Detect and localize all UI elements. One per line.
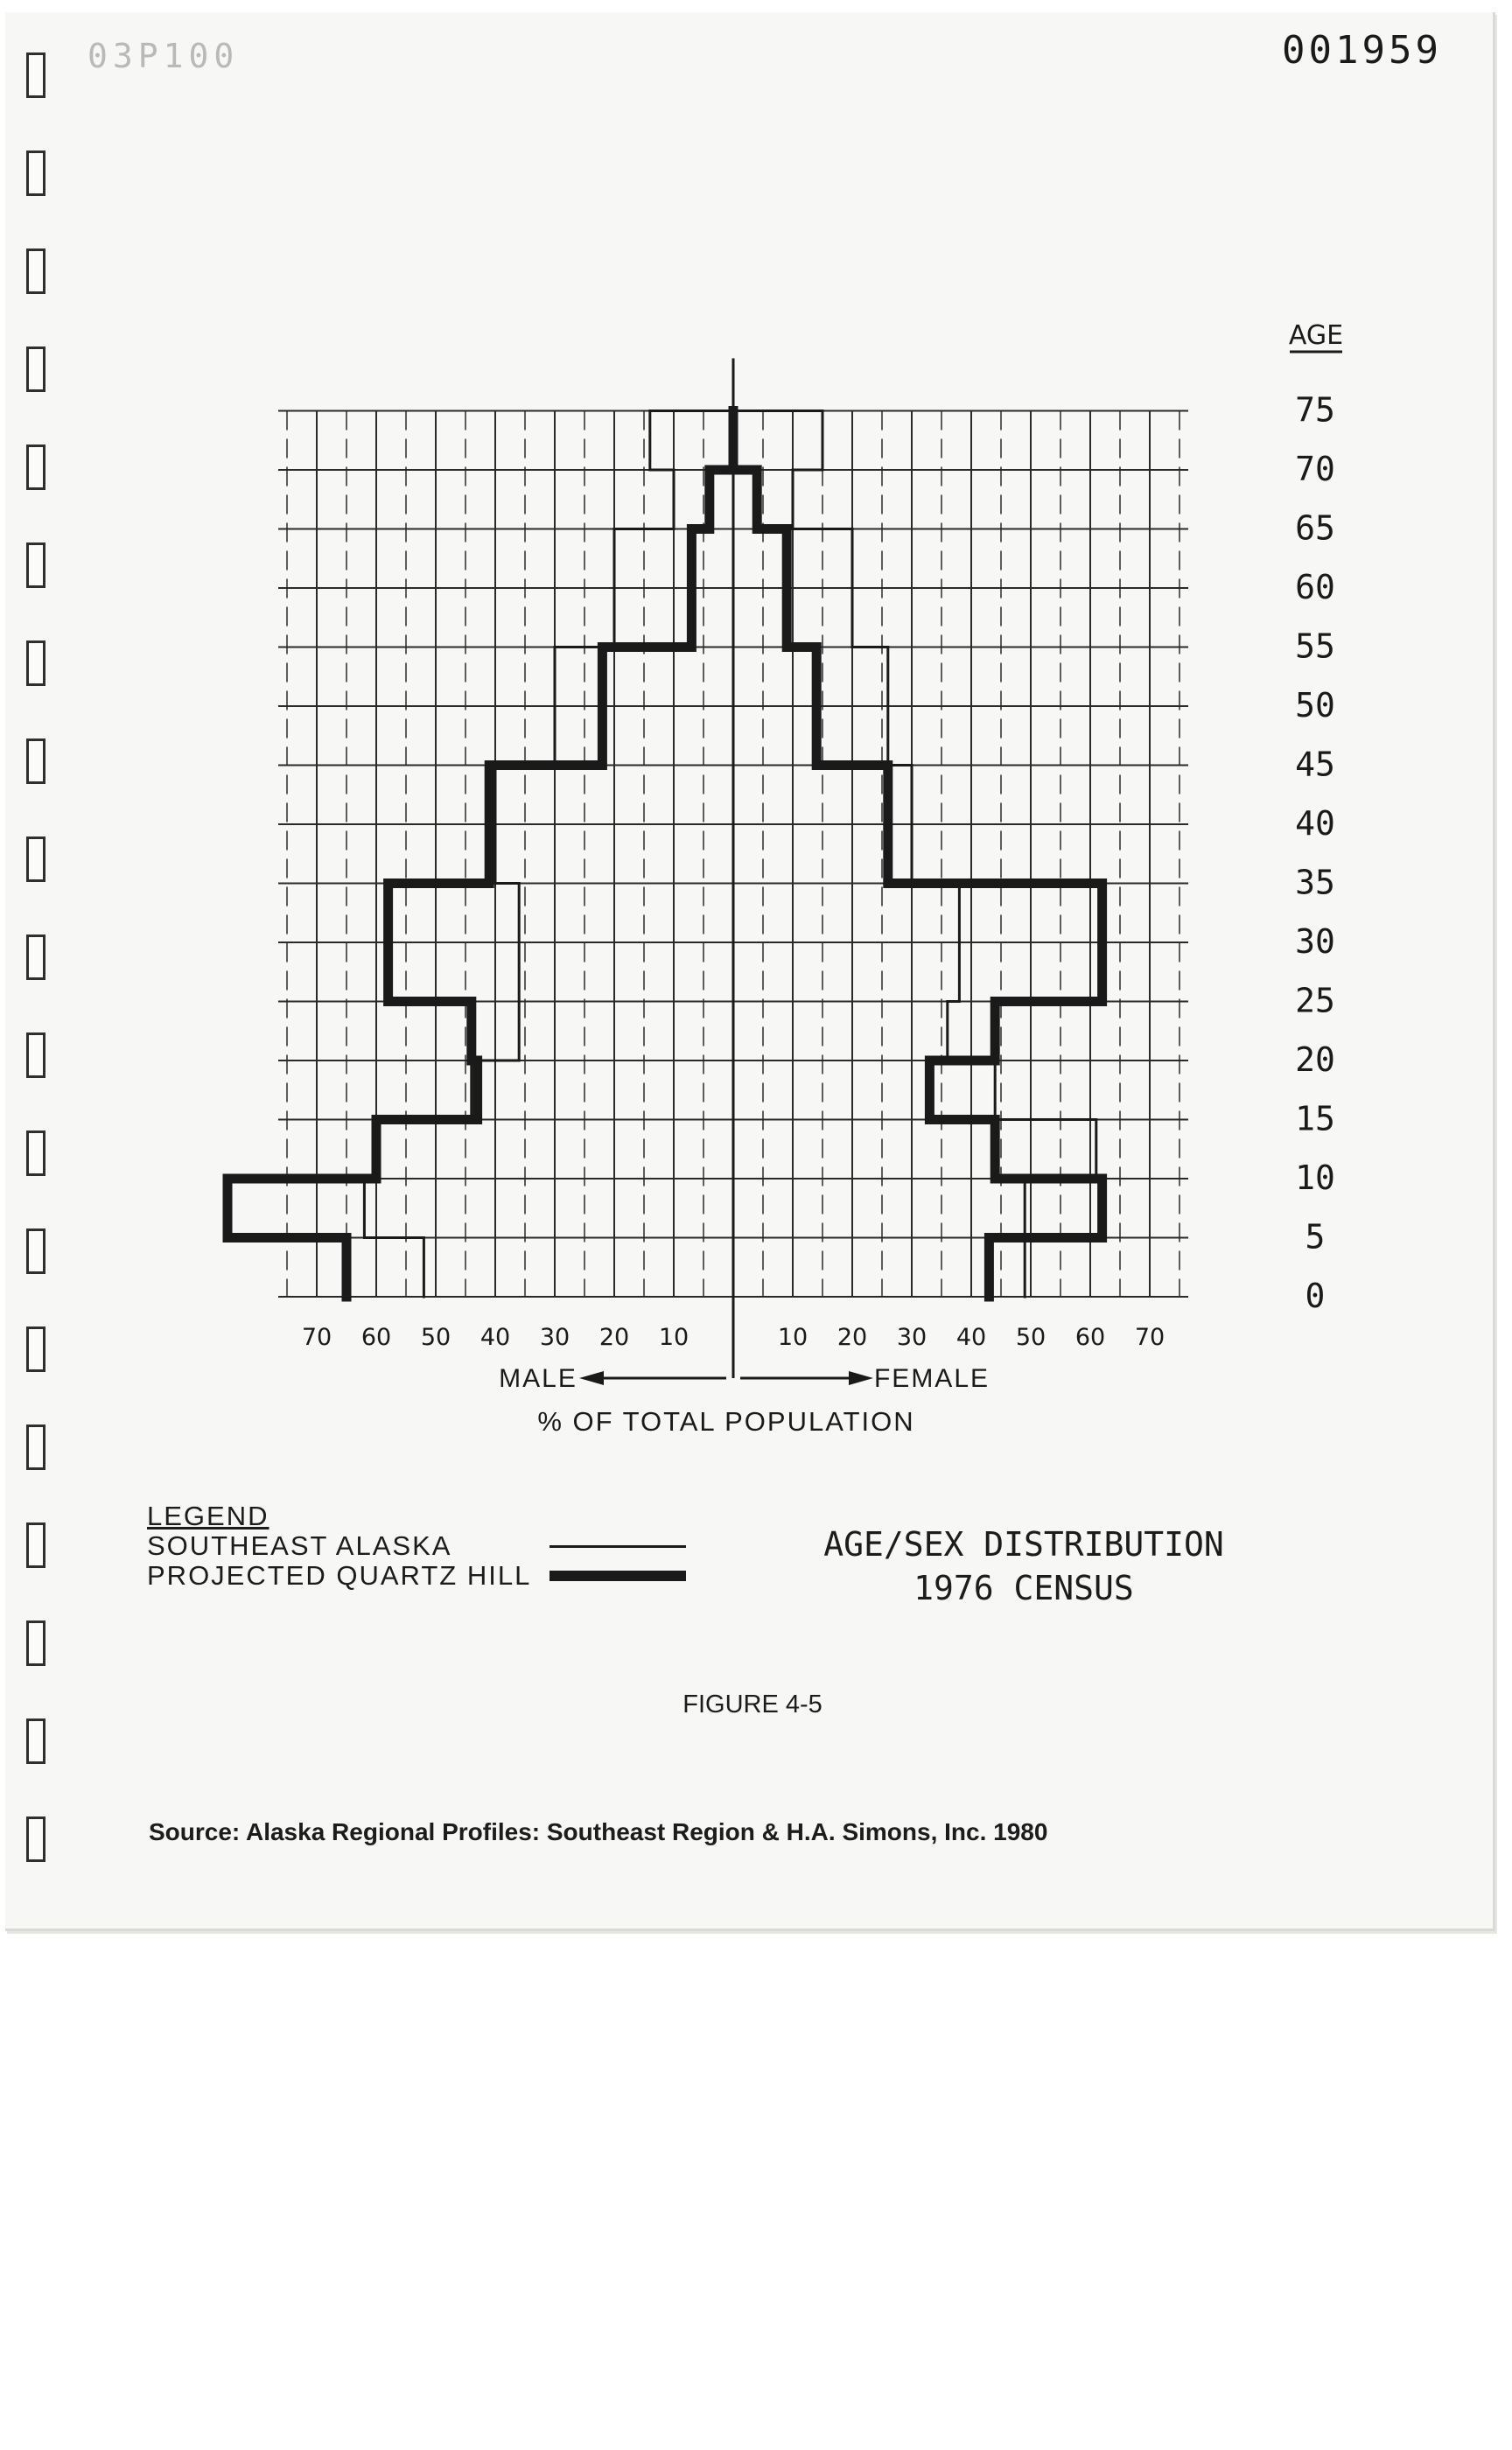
age-tick-label: 0 <box>1305 1277 1326 1315</box>
age-tick-label: 60 <box>1295 568 1335 606</box>
age-tick-label: 45 <box>1295 745 1335 784</box>
x-tick-label: 40 <box>956 1324 987 1351</box>
series-outline-male <box>364 411 733 1298</box>
age-tick-label: 10 <box>1295 1158 1335 1197</box>
figure-label: FIGURE 4-5 <box>682 1690 822 1718</box>
age-tick-label: 50 <box>1295 686 1335 724</box>
legend-item-southeast-alaska <box>147 1531 686 1561</box>
x-tick-label: 70 <box>301 1324 332 1351</box>
age-tick-label: 40 <box>1295 804 1335 843</box>
x-tick-label: 70 <box>1134 1324 1166 1351</box>
x-tick-label: 20 <box>836 1324 868 1351</box>
age-tick-label: 5 <box>1305 1217 1326 1256</box>
x-axis-title: % OF TOTAL POPULATION <box>537 1406 915 1437</box>
legend-label: PROJECTED QUARTZ HILL <box>147 1560 532 1591</box>
x-tick-label: 50 <box>1015 1324 1046 1351</box>
age-tick-label: 15 <box>1295 1099 1335 1138</box>
legend <box>147 1502 686 1591</box>
male-arrow-head <box>579 1371 604 1385</box>
series-outline-male <box>228 411 733 1298</box>
faded-stamp-number: 03P100 <box>88 37 240 75</box>
age-tick-label: 30 <box>1295 922 1335 961</box>
chart-title: AGE/SEX DISTRIBUTION <box>823 1525 1224 1564</box>
x-tick-label: 30 <box>539 1324 570 1351</box>
legend-title: LEGEND <box>147 1501 270 1531</box>
age-tick-label: 65 <box>1295 508 1335 548</box>
legend-swatch-thin-line <box>550 1545 686 1548</box>
age-tick-label: 20 <box>1295 1040 1335 1079</box>
chart-title-block <box>822 1522 1225 1610</box>
binder-hole <box>26 1620 46 1666</box>
age-tick-label: 55 <box>1295 626 1335 666</box>
x-tick-label: 10 <box>777 1324 808 1351</box>
male-label: MALE <box>499 1364 578 1393</box>
x-tick-label: 20 <box>598 1324 630 1351</box>
x-tick-label: 50 <box>420 1324 452 1351</box>
binder-hole <box>26 1816 46 1862</box>
age-tick-label: 75 <box>1295 390 1335 430</box>
binder-hole <box>26 1718 46 1764</box>
female-label: FEMALE <box>873 1364 990 1393</box>
legend-swatch-thick-line <box>550 1571 686 1581</box>
legend-item-projected-quartz-hill <box>147 1561 686 1591</box>
series-outline-female <box>733 411 1102 1298</box>
age-tick-label: 35 <box>1295 863 1335 902</box>
legend-label: SOUTHEAST ALASKA <box>147 1530 452 1561</box>
x-tick-label: 30 <box>896 1324 928 1351</box>
age-tick-label: 70 <box>1295 450 1335 488</box>
x-tick-label: 60 <box>1074 1324 1106 1351</box>
chart-grid <box>278 359 1188 1379</box>
binder-hole <box>26 1522 46 1568</box>
x-tick-label: 10 <box>658 1324 690 1351</box>
series-southeast-alaska <box>364 411 1096 1298</box>
chart-subtitle: 1976 CENSUS <box>914 1569 1134 1607</box>
document-number: 001959 <box>1282 28 1442 73</box>
x-tick-label: 60 <box>360 1324 392 1351</box>
age-axis-label: AGE <box>1288 320 1344 351</box>
x-tick-label: 40 <box>480 1324 511 1351</box>
female-arrow-head <box>849 1371 873 1385</box>
source-citation: Source: Alaska Regional Profiles: Southeast Region & H.A. Simons, Inc. 1980 <box>149 1818 1048 1845</box>
age-tick-label: 25 <box>1295 981 1335 1020</box>
